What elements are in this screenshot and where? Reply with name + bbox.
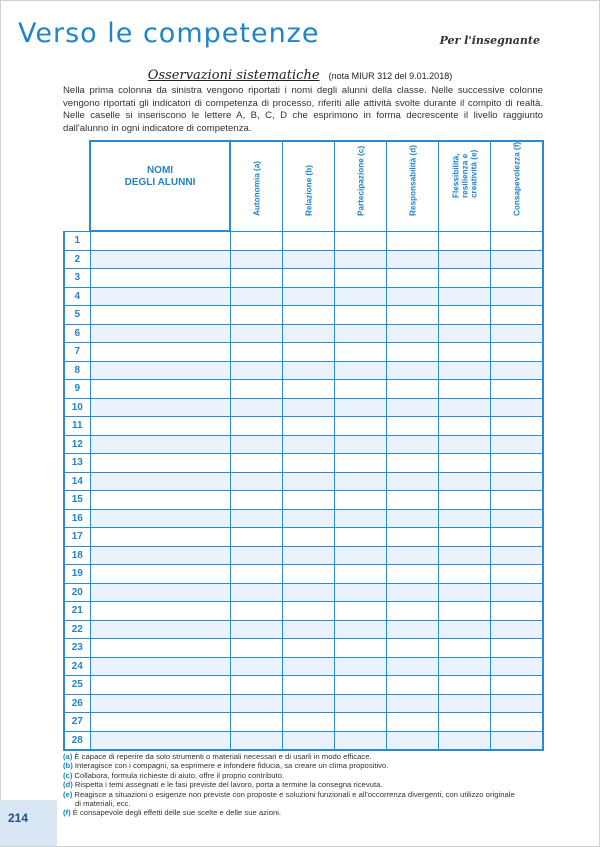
grade-cell[interactable] <box>387 620 439 639</box>
grade-cell[interactable] <box>335 380 387 399</box>
grade-cell[interactable] <box>335 509 387 528</box>
student-name-cell[interactable] <box>90 380 230 399</box>
grade-cell[interactable] <box>491 565 544 584</box>
grade-cell[interactable] <box>283 269 335 288</box>
grade-cell[interactable] <box>283 435 335 454</box>
student-name-cell[interactable] <box>90 287 230 306</box>
grade-cell[interactable] <box>387 417 439 436</box>
grade-cell[interactable] <box>283 602 335 621</box>
grade-cell[interactable] <box>439 435 491 454</box>
grade-cell[interactable] <box>491 509 544 528</box>
student-name-cell[interactable] <box>90 509 230 528</box>
grade-cell[interactable] <box>335 528 387 547</box>
table-row <box>64 602 543 621</box>
student-name-cell[interactable] <box>90 231 230 250</box>
grade-cell[interactable] <box>439 676 491 695</box>
observation-grid <box>63 140 544 751</box>
grade-cell[interactable] <box>387 287 439 306</box>
grade-cell[interactable] <box>439 528 491 547</box>
grade-cell[interactable] <box>230 435 283 454</box>
subtitle-row <box>0 64 600 83</box>
table-row <box>64 713 543 732</box>
grade-cell[interactable] <box>439 713 491 732</box>
grade-cell[interactable] <box>283 639 335 658</box>
grade-cell[interactable] <box>283 343 335 362</box>
grade-cell[interactable] <box>335 454 387 473</box>
student-name-cell[interactable] <box>90 713 230 732</box>
grade-cell[interactable] <box>387 343 439 362</box>
grade-cell[interactable] <box>335 731 387 750</box>
row-number: 9 <box>64 380 90 399</box>
grade-cell[interactable] <box>491 602 544 621</box>
row-number: 4 <box>64 287 90 306</box>
table-row <box>64 250 543 269</box>
grade-cell[interactable] <box>387 398 439 417</box>
student-name-cell[interactable] <box>90 639 230 658</box>
grade-cell[interactable] <box>387 324 439 343</box>
names-header-line-2: DEGLI ALUNNI <box>124 177 196 188</box>
grade-cell[interactable] <box>335 398 387 417</box>
row-number: 16 <box>64 509 90 528</box>
row-number: 2 <box>64 250 90 269</box>
grade-cell[interactable] <box>335 472 387 491</box>
table-row <box>64 306 543 325</box>
grade-cell[interactable] <box>491 231 544 250</box>
student-name-cell[interactable] <box>90 583 230 602</box>
grade-cell[interactable] <box>230 231 283 250</box>
grade-cell[interactable] <box>387 435 439 454</box>
grade-cell[interactable] <box>230 657 283 676</box>
row-number: 11 <box>64 417 90 436</box>
row-number: 25 <box>64 676 90 695</box>
row-number: 18 <box>64 546 90 565</box>
table-row <box>64 343 543 362</box>
student-name-cell[interactable] <box>90 676 230 695</box>
grade-cell[interactable] <box>387 269 439 288</box>
grade-cell[interactable] <box>230 417 283 436</box>
subtitle: Osservazioni sistematiche <box>147 68 320 83</box>
grade-cell[interactable] <box>283 491 335 510</box>
grade-cell[interactable] <box>335 694 387 713</box>
grade-cell[interactable] <box>283 324 335 343</box>
grade-cell[interactable] <box>439 361 491 380</box>
table-row <box>64 269 543 288</box>
grade-cell[interactable] <box>439 657 491 676</box>
student-name-cell[interactable] <box>90 269 230 288</box>
grade-cell[interactable] <box>439 620 491 639</box>
grade-cell[interactable] <box>439 306 491 325</box>
grade-cell[interactable] <box>335 676 387 695</box>
grade-cell[interactable] <box>491 361 544 380</box>
grade-cell[interactable] <box>491 713 544 732</box>
grade-cell[interactable] <box>230 269 283 288</box>
grade-cell[interactable] <box>491 694 544 713</box>
table-row <box>64 398 543 417</box>
grade-cell[interactable] <box>439 583 491 602</box>
row-number: 22 <box>64 620 90 639</box>
table-row <box>64 380 543 399</box>
grade-cell[interactable] <box>335 435 387 454</box>
table-row <box>64 361 543 380</box>
table-row <box>64 231 543 250</box>
grade-cell[interactable] <box>387 639 439 658</box>
grade-cell[interactable] <box>335 231 387 250</box>
row-number: 5 <box>64 306 90 325</box>
grade-cell[interactable] <box>387 528 439 547</box>
row-number: 1 <box>64 231 90 250</box>
note-d: (d) Rispetta i temi assegnati e le fasi previste del lavoro, porta a termine la consegna ricevuta. <box>63 780 383 790</box>
row-number: 14 <box>64 472 90 491</box>
grade-cell[interactable] <box>387 657 439 676</box>
grade-cell[interactable] <box>335 713 387 732</box>
names-column-header <box>90 141 230 231</box>
teacher-label: Per l'insegnante <box>439 34 540 47</box>
grade-cell[interactable] <box>439 694 491 713</box>
grade-cell[interactable] <box>491 472 544 491</box>
grade-cell[interactable] <box>283 287 335 306</box>
grade-cell[interactable] <box>283 657 335 676</box>
row-number: 28 <box>64 731 90 750</box>
grade-cell[interactable] <box>335 546 387 565</box>
grade-cell[interactable] <box>283 713 335 732</box>
grade-cell[interactable] <box>230 380 283 399</box>
row-number: 26 <box>64 694 90 713</box>
grade-cell[interactable] <box>491 546 544 565</box>
table-header-row <box>64 141 543 231</box>
row-number: 17 <box>64 528 90 547</box>
grade-cell[interactable] <box>335 306 387 325</box>
table-row <box>64 694 543 713</box>
norm-reference: (nota MIUR 312 del 9.01.2018) <box>328 71 453 81</box>
student-name-cell[interactable] <box>90 565 230 584</box>
grade-cell[interactable] <box>491 380 544 399</box>
grade-cell[interactable] <box>283 398 335 417</box>
table-row <box>64 657 543 676</box>
row-number: 13 <box>64 454 90 473</box>
grade-cell[interactable] <box>439 454 491 473</box>
grade-cell[interactable] <box>335 417 387 436</box>
grade-cell[interactable] <box>283 361 335 380</box>
student-name-cell[interactable] <box>90 417 230 436</box>
student-name-cell[interactable] <box>90 602 230 621</box>
row-number: 15 <box>64 491 90 510</box>
table-row <box>64 324 543 343</box>
grade-cell[interactable] <box>439 491 491 510</box>
grade-cell[interactable] <box>335 602 387 621</box>
table-row <box>64 731 543 750</box>
student-name-cell[interactable] <box>90 620 230 639</box>
grade-cell[interactable] <box>283 417 335 436</box>
header-spacer <box>64 141 90 231</box>
grade-cell[interactable] <box>439 287 491 306</box>
grade-cell[interactable] <box>491 287 544 306</box>
grade-cell[interactable] <box>230 546 283 565</box>
grade-cell[interactable] <box>439 250 491 269</box>
grade-cell[interactable] <box>283 380 335 399</box>
page-title: Verso le competenze <box>18 18 320 49</box>
grade-cell[interactable] <box>491 454 544 473</box>
table-row <box>64 546 543 565</box>
grade-cell[interactable] <box>491 435 544 454</box>
page-number: 214 <box>8 811 29 825</box>
grade-cell[interactable] <box>491 398 544 417</box>
grade-cell[interactable] <box>230 731 283 750</box>
student-name-cell[interactable] <box>90 324 230 343</box>
grade-cell[interactable] <box>230 324 283 343</box>
grade-cell[interactable] <box>230 565 283 584</box>
grade-cell[interactable] <box>230 361 283 380</box>
student-name-cell[interactable] <box>90 491 230 510</box>
grade-cell[interactable] <box>283 676 335 695</box>
student-name-cell[interactable] <box>90 306 230 325</box>
grade-cell[interactable] <box>335 491 387 510</box>
table-row <box>64 435 543 454</box>
grade-cell[interactable] <box>491 731 544 750</box>
row-number: 10 <box>64 398 90 417</box>
column-header-partecipazione: Partecipazione (c) <box>335 141 387 231</box>
table-row <box>64 676 543 695</box>
table-row <box>64 287 543 306</box>
grade-cell[interactable] <box>335 565 387 584</box>
grade-cell[interactable] <box>387 602 439 621</box>
grade-cell[interactable] <box>230 287 283 306</box>
grade-cell[interactable] <box>439 602 491 621</box>
note-c: (c) Collabora, formula richieste di aiuto, offre il proprio contributo. <box>63 770 285 780</box>
grade-cell[interactable] <box>283 620 335 639</box>
table-row <box>64 583 543 602</box>
grade-cell[interactable] <box>387 231 439 250</box>
grade-cell[interactable] <box>491 528 544 547</box>
grade-cell[interactable] <box>387 565 439 584</box>
grade-cell[interactable] <box>335 657 387 676</box>
student-name-cell[interactable] <box>90 528 230 547</box>
student-name-cell[interactable] <box>90 472 230 491</box>
note-e: (e) Reagisce a situazioni o esigenze non previste con proposte e soluzioni funzionali e all'occorrenza divergenti, con utilizzo originale di materiali, ecc. <box>63 789 515 809</box>
row-number: 24 <box>64 657 90 676</box>
student-name-cell[interactable] <box>90 454 230 473</box>
row-number: 21 <box>64 602 90 621</box>
grade-cell[interactable] <box>491 324 544 343</box>
observation-table <box>63 140 538 751</box>
grade-cell[interactable] <box>283 231 335 250</box>
grade-cell[interactable] <box>439 380 491 399</box>
grade-cell[interactable] <box>491 250 544 269</box>
grade-cell[interactable] <box>230 694 283 713</box>
grade-cell[interactable] <box>283 509 335 528</box>
grade-cell[interactable] <box>335 287 387 306</box>
column-header-consapevolezza: Consapevolezza (f) <box>491 141 544 231</box>
grade-cell[interactable] <box>491 676 544 695</box>
grade-cell[interactable] <box>335 361 387 380</box>
table-row <box>64 565 543 584</box>
grade-cell[interactable] <box>283 565 335 584</box>
table-row <box>64 509 543 528</box>
grade-cell[interactable] <box>387 694 439 713</box>
grade-cell[interactable] <box>283 731 335 750</box>
grade-cell[interactable] <box>230 250 283 269</box>
row-number: 3 <box>64 269 90 288</box>
grade-cell[interactable] <box>387 509 439 528</box>
grade-cell[interactable] <box>491 269 544 288</box>
grade-cell[interactable] <box>439 343 491 362</box>
grade-cell[interactable] <box>491 343 544 362</box>
grade-cell[interactable] <box>439 731 491 750</box>
grade-cell[interactable] <box>230 343 283 362</box>
grade-cell[interactable] <box>283 528 335 547</box>
student-name-cell[interactable] <box>90 361 230 380</box>
student-name-cell[interactable] <box>90 250 230 269</box>
column-header-autonomia: Autonomia (a) <box>230 141 283 231</box>
grade-cell[interactable] <box>335 639 387 658</box>
table-body <box>64 231 543 750</box>
grade-cell[interactable] <box>230 398 283 417</box>
table-row <box>64 472 543 491</box>
grade-cell[interactable] <box>387 676 439 695</box>
table-row <box>64 528 543 547</box>
student-name-cell[interactable] <box>90 731 230 750</box>
grade-cell[interactable] <box>230 620 283 639</box>
row-number: 6 <box>64 324 90 343</box>
grade-cell[interactable] <box>335 620 387 639</box>
grade-cell[interactable] <box>387 546 439 565</box>
student-name-cell[interactable] <box>90 435 230 454</box>
grade-cell[interactable] <box>387 250 439 269</box>
student-name-cell[interactable] <box>90 694 230 713</box>
note-f: (f) È consapevole degli effetti delle sue scelte e delle sue azioni. <box>63 808 282 818</box>
grade-cell[interactable] <box>439 639 491 658</box>
grade-cell[interactable] <box>439 324 491 343</box>
grade-cell[interactable] <box>335 583 387 602</box>
grade-cell[interactable] <box>491 417 544 436</box>
grade-cell[interactable] <box>283 306 335 325</box>
grade-cell[interactable] <box>387 380 439 399</box>
table-row <box>64 639 543 658</box>
row-number: 23 <box>64 639 90 658</box>
row-number: 27 <box>64 713 90 732</box>
grade-cell[interactable] <box>439 417 491 436</box>
row-number: 20 <box>64 583 90 602</box>
grade-cell[interactable] <box>491 620 544 639</box>
grade-cell[interactable] <box>387 306 439 325</box>
intro-paragraph: Nella prima colonna da sinistra vengono riportati i nomi degli alunni della classe. Nelle successive colonne vengono riportati gli indicatori di competenza di processo, riferiti alle attività svolte durante il compito di realtà. Nelle caselle si inseriscono le lettere A, B, C, D che esprimono in forma decrescente il livello raggiunto dall'alunno in ogni indicatore di competenza. <box>63 85 543 134</box>
row-number: 12 <box>64 435 90 454</box>
grade-cell[interactable] <box>491 491 544 510</box>
grade-cell[interactable] <box>491 657 544 676</box>
grade-cell[interactable] <box>283 472 335 491</box>
grade-cell[interactable] <box>335 343 387 362</box>
grade-cell[interactable] <box>283 546 335 565</box>
grade-cell[interactable] <box>387 713 439 732</box>
grade-cell[interactable] <box>387 583 439 602</box>
grade-cell[interactable] <box>439 398 491 417</box>
grade-cell[interactable] <box>387 491 439 510</box>
table-row <box>64 417 543 436</box>
grade-cell[interactable] <box>387 361 439 380</box>
student-name-cell[interactable] <box>90 343 230 362</box>
column-header-relazione: Relazione (b) <box>283 141 335 231</box>
grade-cell[interactable] <box>283 454 335 473</box>
student-name-cell[interactable] <box>90 546 230 565</box>
grade-cell[interactable] <box>230 306 283 325</box>
grade-cell[interactable] <box>283 694 335 713</box>
grade-cell[interactable] <box>230 639 283 658</box>
grade-cell[interactable] <box>491 639 544 658</box>
names-header-line-1: NOMI <box>146 165 174 176</box>
grade-cell[interactable] <box>439 546 491 565</box>
grade-cell[interactable] <box>439 472 491 491</box>
column-header-responsabilita: Responsabilità (d) <box>387 141 439 231</box>
legend-notes <box>63 752 543 818</box>
grade-cell[interactable] <box>439 565 491 584</box>
grade-cell[interactable] <box>230 491 283 510</box>
grade-cell[interactable] <box>283 583 335 602</box>
note-a: (a) È capace di reperire da solo strumenti o materiali necessari e di usarli in modo efficace. <box>63 752 372 761</box>
grade-cell[interactable] <box>439 509 491 528</box>
grade-cell[interactable] <box>230 676 283 695</box>
grade-cell[interactable] <box>387 472 439 491</box>
row-number: 19 <box>64 565 90 584</box>
row-number: 7 <box>64 343 90 362</box>
grade-cell[interactable] <box>230 509 283 528</box>
grade-cell[interactable] <box>230 602 283 621</box>
grade-cell[interactable] <box>230 454 283 473</box>
page-number-tab <box>0 800 57 846</box>
student-name-cell[interactable] <box>90 398 230 417</box>
grade-cell[interactable] <box>230 583 283 602</box>
grade-cell[interactable] <box>230 713 283 732</box>
student-name-cell[interactable] <box>90 657 230 676</box>
table-row <box>64 454 543 473</box>
table-row <box>64 620 543 639</box>
grade-cell[interactable] <box>230 472 283 491</box>
table-row <box>64 491 543 510</box>
grade-cell[interactable] <box>387 731 439 750</box>
note-b: (b) Interagisce con i compagni, sa esprimere e infondere fiducia, sa creare un clima propositivo. <box>63 761 389 771</box>
grade-cell[interactable] <box>230 528 283 547</box>
grade-cell[interactable] <box>491 306 544 325</box>
grade-cell[interactable] <box>491 583 544 602</box>
grade-cell[interactable] <box>283 250 335 269</box>
grade-cell[interactable] <box>387 454 439 473</box>
grade-cell[interactable] <box>335 250 387 269</box>
row-number: 8 <box>64 361 90 380</box>
grade-cell[interactable] <box>335 324 387 343</box>
column-header-flessibilita: Flessibilità, resilienza e creatività (e) <box>439 141 491 231</box>
grade-cell[interactable] <box>439 269 491 288</box>
grade-cell[interactable] <box>335 269 387 288</box>
grade-cell[interactable] <box>439 231 491 250</box>
